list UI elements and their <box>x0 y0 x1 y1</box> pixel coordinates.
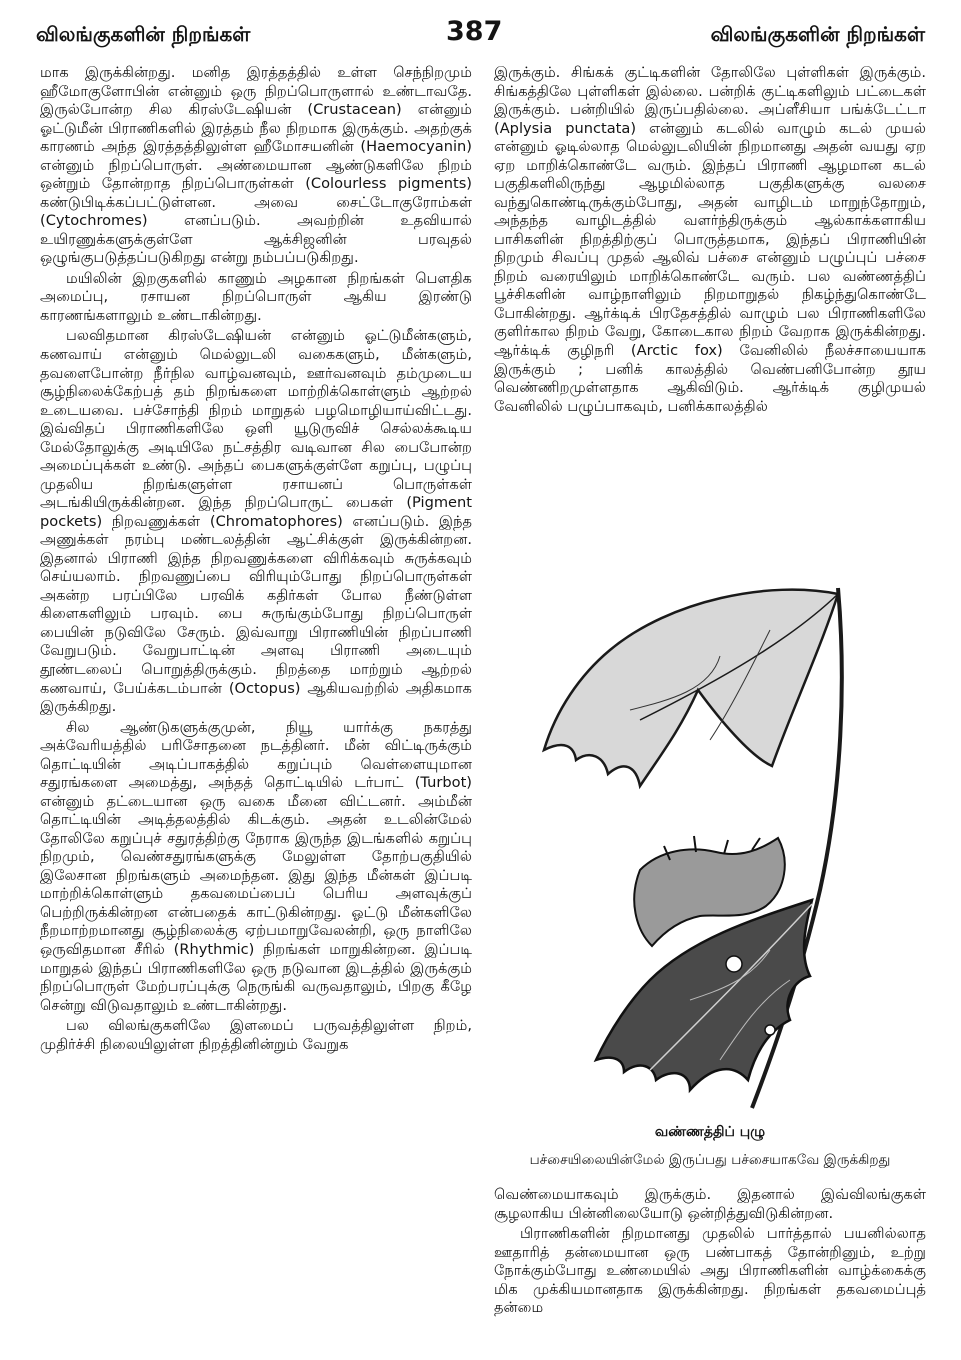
page-number: 387 <box>446 16 503 47</box>
running-head-left: விலங்குகளின் நிறங்கள் <box>36 22 251 46</box>
paragraph: இருக்கும். சிங்கக் குட்டிகளின் தோலிலே புள்ளிகள் இருக்கும். சிங்கத்திலே புள்ளிகள் இல்லை. பன்றிக் குட்டிகளிலும் பட்டைகள் இருக்கும். பன்றியில் இருப்பதில்லை. அப்ளீசியா பங்க்டேட்டா (Aplysia punctata) என்னும் கடலில் வாழும் கடல் முயல் என்னும் ஓடில்லாத மெல்லுடலியின் நிறமானது அதன் வயது ஏற ஏற மாறிக்கொண்டே வரும். இந்தப் பிராணி ஆழமான கடல் பகுதிகளிலிருந்து ஆழமில்லாத பகுதிகளுக்கு வலசை வந்துகொண்டிருக்கும்போது, அதன் வாழிடம் மாறுந்தோறும், அந்தந்த வாழிடத்தில் வளர்ந்திருக்கும் ஆல்காக்களாகிய பாசிகளின் நிறத்திற்குப் பொருத்தமாக, இந்தப் பிராணியின் நிறமும் சிவப்பு முதல் ஆலிவ் பச்சை என்னும் பழுப்புப் பச்சை நிறம் வரையிலும் மாறிக்கொண்டே வரும். பல வண்ணத்திப் பூச்சிகளின் வாழ்நாளிலும் நிறமாறுதல் நிகழ்ந்துகொண்டே போகின்றது. ஆர்க்டிக் பிரதேசத்தில் வாழும் பல பிராணிகளிலே குளிர்கால நிறம் வேறு, கோடைகால நிறம் வேறாக இருக்கின்றது. ஆர்க்டிக் குழிநரி (Arctic fox) வேனிலில் நீலச்சாயையாக இருக்கும் ; பனிக் காலத்தில் வெண்பனிபோன்ற தூய வெண்ணிறமுள்ளதாக ஆகிவிடும். ஆர்க்டிக் குழிமுயல் வேனிலில் பழுப்பாகவும், பனிக்காலத்தில் <box>494 64 926 415</box>
paragraph: மயிலின் இறகுகளில் காணும் அழகான நிறங்கள் பௌதிக அமைப்பு, ரசாயன நிறப்பொருள் ஆகிய இரண்டு காரணங்களாலும் உண்டாகின்றது. <box>40 269 472 324</box>
caterpillar-on-leaf-illustration <box>520 560 900 1120</box>
left-column <box>40 64 472 1056</box>
paragraph: பிராணிகளின் நிறமானது முதலில் பார்த்தால் பயனில்லாத ஊதாரித் தன்மையான ஒரு பண்பாகத் தோன்றினும், உற்று நோக்கும்போது உண்மையில் அது பிராணிகளின் வாழ்க்கைக்கு மிக முக்கியமானதாக இருக்கின்றது. நிறங்கள் தகவமைப்புத் தன்மை <box>494 1225 926 1317</box>
figure-caption-title: வண்ணத்திப் புழு <box>654 1124 766 1140</box>
right-column-bottom <box>494 1186 926 1320</box>
leaf-drawing <box>520 560 900 1120</box>
leaf-hole <box>765 1025 775 1035</box>
right-column-top <box>494 64 926 418</box>
leaf-hole <box>726 956 742 972</box>
figure-caption-text: பச்சையிலையின்மேல் இருப்பது பச்சையாகவே இருக்கிறது <box>529 1152 891 1168</box>
paragraph: சில ஆண்டுகளுக்குமுன், நியூ யார்க்கு நகரத்து அக்வேரியத்தில் பரிசோதனை நடத்தினர். மீன் விட்டிருக்கும் தொட்டியின் அடிப்பாகத்தில் கறுப்பும் வெள்ளையுமான சதுரங்களை அமைத்து, அந்தத் தொட்டியில் டர்பாட் (Turbot) என்னும் தட்டையான ஒரு வகை மீனை விட்டனர். அம்மீன் தொட்டியின் அடித்தலத்தில் கிடக்கும். அதன் உடலின்மேல் தோலிலே கறுப்புச் சதுரத்திற்கு நேராக இருந்த இடங்களில் கறுப்பு நிறமும், வெண்சதுரங்களுக்கு மேலுள்ள தோற்பகுதியில் இலேசான நிறங்களும் அமைந்தன. இது இந்த மீன்கள் இப்படி மாற்றிக்கொள்ளும் தகவமைப்பைப் பெரிய அளவுக்குப் பெற்றிருக்கின்றன என்பதைக் காட்டுகின்றது. ஓட்டு மீன்களிலே நீறமாற்றமானது சூழ்நிலைக்கு ஏற்பமாறுவேலன்றி, ஒரு நாளிலே ஒருவிதமான சீரில் (Rhythmic) நிறங்கள் மாறுகின்றன. இப்படி மாறுதல் இந்தப் பிராணிகளிலே ஒரு நடுவான இடத்தில் இருக்கும் நிறப்பொருள் மேற்பரப்புக்கு நெருங்கி வருவதாலும், பிறகு கீழே சென்று விடுவதாலும் உண்டாகின்றது. <box>40 718 472 1014</box>
paragraph: பலவிதமான கிரஸ்டேஷியன் என்னும் ஓட்டுமீன்களும், கணவாய் என்னும் மெல்லுடலி வகைகளும், மீன்களும், தவளைபோன்ற நீர்நில வாழ்வனவும், ஊர்வனவும் தம்முடைய சூழ்நிலைக்கேற்பத் தம் நிறங்களை மாற்றிக்கொள்ளும் ஆற்றல் உடையவை. பச்சோந்தி நிறம் மாறுதல் பழமொழியாய்விட்டது. இவ்விதப் பிராணிகளிலே ஒளி யூடுருவிச் செல்லக்கூடிய மேல்தோலுக்கு அடியிலே நட்சத்திர வடிவான சில பைபோன்ற அமைப்புக்கள் உண்டு. அந்தப் பைகளுக்குள்ளே கறுப்பு, பழுப்பு முதலிய நிறங்களுள்ள ரசாயனப் பொருள்கள் அடங்கியிருக்கின்றன. இந்த நிறப்பொருட் பைகள் (Pigment pockets) நிறவணுக்கள் (Chromatophores) எனப்படும். இந்த அணுக்கள் நரம்பு மண்டலத்தின் ஆட்சிக்குள் இருக்கின்றன. இதனால் பிராணி இந்த நிறவணுக்களை விரிக்கவும் சுருக்கவும் செய்யலாம். நிறவணுப்பை விரியும்போது நிறப்பொருள்கள் அகன்ற பரப்பிலே பரவிக் கதிர்கள் போல நீண்டுள்ள கிளைகளிலும் பரவும். பை சுருங்கும்போது நிறப்பொருள் பையின் நடுவிலே சேரும். இவ்வாறு பிராணியின் நிறப்பாணி வேறுபடும். வேறுபாட்டின் அளவு பிராணி அடையும் தூண்டலைப் பொறுத்திருக்கும். நிறத்தை மாற்றும் ஆற்றல் கணவாய், பேய்க்கடம்பான் (Octopus) ஆகியவற்றில் அதிகமாக இருக்கிறது. <box>40 327 472 716</box>
upper-leaf <box>544 590 838 786</box>
paragraph: மாக இருக்கின்றது. மனித இரத்தத்தில் உள்ள செந்நிறமும் ஹீமோகுளோபின் என்னும் ஒரு நிறப்பொருளால் உண்டாவதே. இருல்போன்ற சில கிரஸ்டேஷியன் (Crustacean) என்னும் ஓட்டுமீன் பிராணிகளில் இரத்தம் நீல நிறமாக இருக்கும். அதற்குக் காரணம் அந்த இரத்தத்திலுள்ள ஹீமோசயனின் (Haemocyanin) என்னும் நிறப்பொருள். அண்மையான ஆண்டுகளிலே நிறம் ஒன்றும் தோன்றாத நிறப்பொருள்கள் (Colourless pigments) கண்டுபிடிக்கப்பட்டுள்ளன. அவை சைட்டோகுரோம்கள் (Cytochromes) எனப்படும். அவற்றின் உதவியால் உயிரணுக்களுக்குள்ளே ஆக்சிஜனின் பரவுதல் ஒழுங்குபடுத்தப்படுகிறது என்று நம்பப்படுகிறது. <box>40 64 472 267</box>
running-head-right: விலங்குகளின் நிறங்கள் <box>710 22 925 46</box>
page-header <box>0 0 961 60</box>
paragraph: பல விலங்குகளிலே இளமைப் பருவத்திலுள்ள நிறம், முதிர்ச்சி நிலையிலுள்ள நிறத்தினின்றும் வேறுக <box>40 1017 472 1053</box>
paragraph: வெண்மையாகவும் இருக்கும். இதனால் இவ்விலங்குகள் சூழலாகிய பின்னிலையோடு ஒன்றித்துவிடுகின்றன. <box>494 1186 926 1222</box>
